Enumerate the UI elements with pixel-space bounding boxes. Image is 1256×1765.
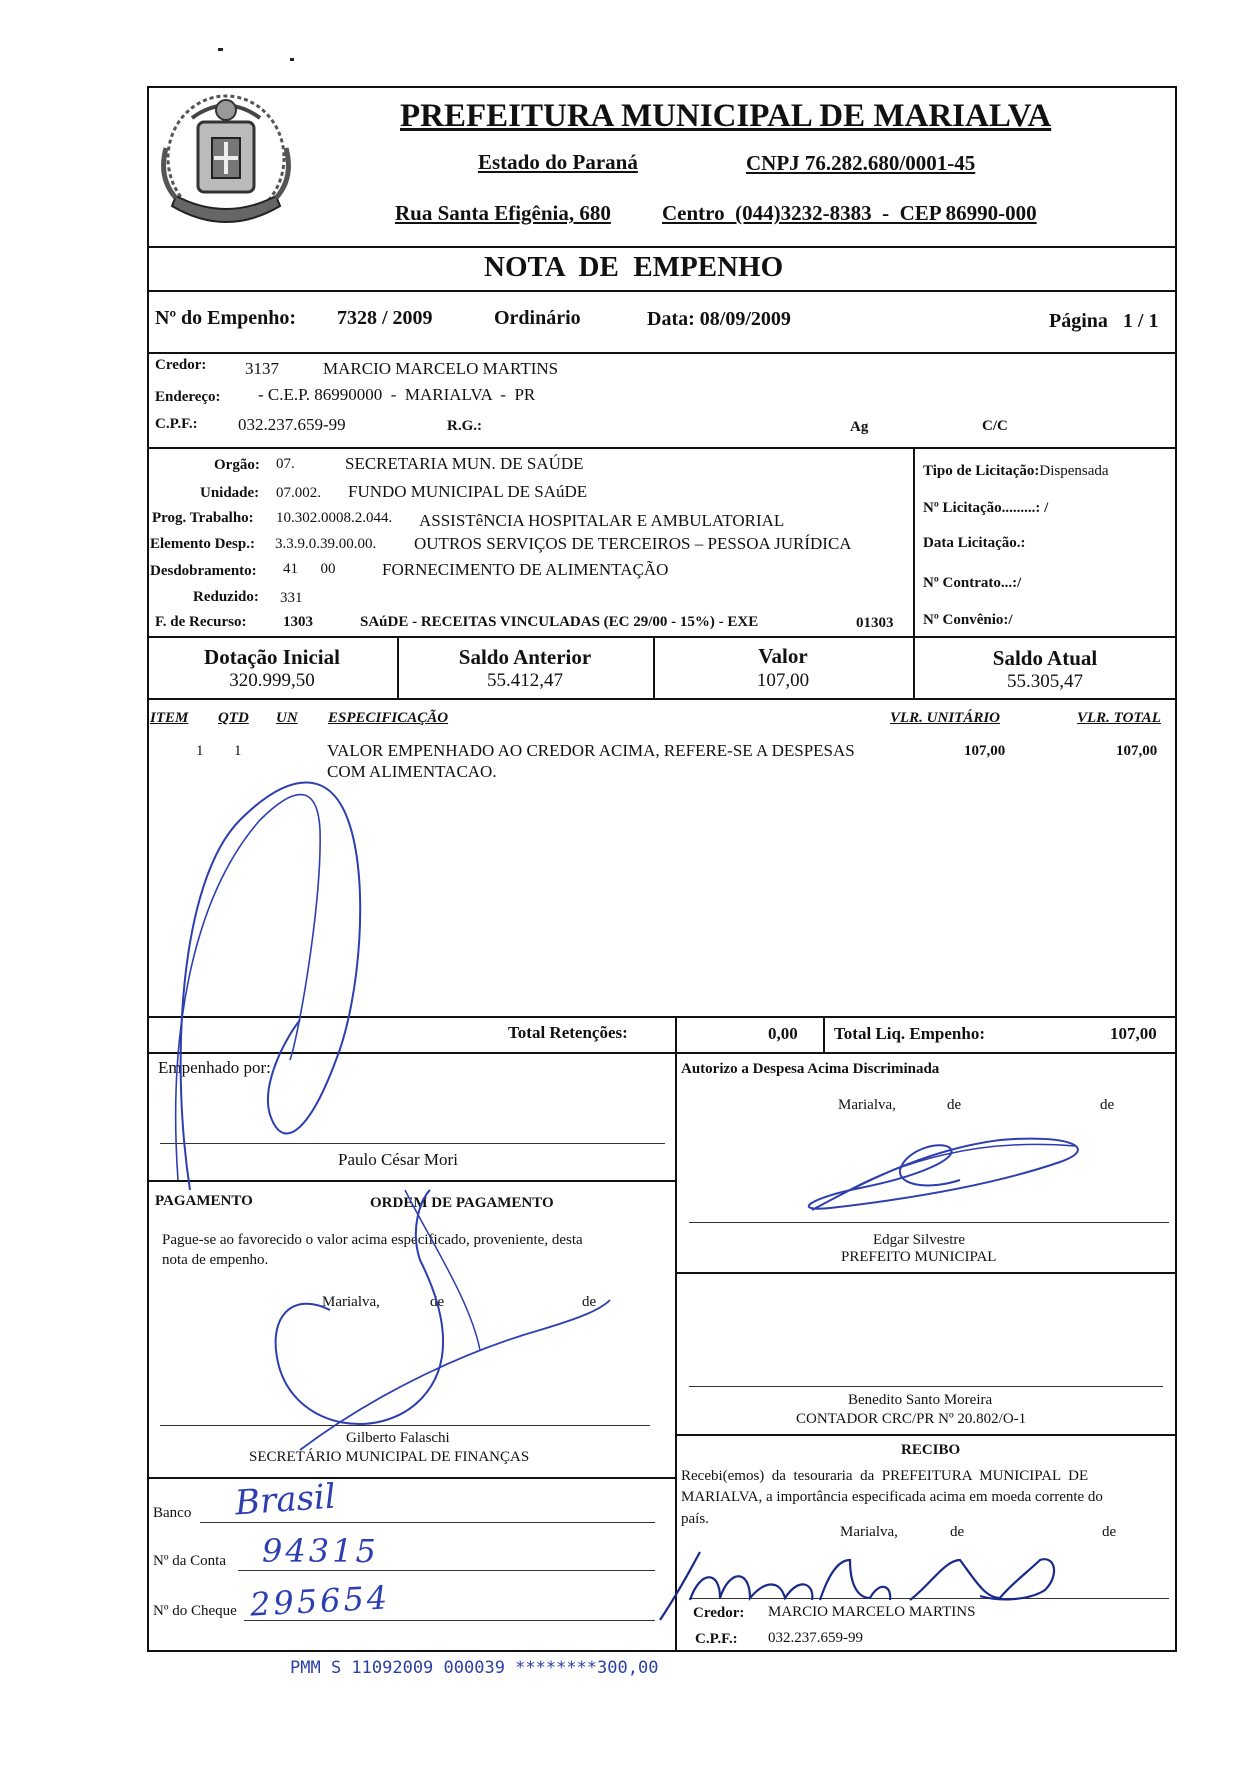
fonte-recurso-extra: 01303	[856, 615, 894, 631]
signature-line	[689, 1386, 1163, 1387]
col-vlr-total: VLR. TOTAL	[1077, 710, 1161, 726]
cc-label: C/C	[982, 418, 1008, 434]
item-number: 1	[196, 743, 204, 759]
divider	[675, 1016, 677, 1052]
divider	[675, 1272, 1177, 1274]
col-un: UN	[276, 710, 298, 726]
page-number: Página 1 / 1	[1049, 310, 1159, 332]
autorizo-signer-name: Edgar Silvestre	[873, 1232, 966, 1248]
contact-info: Centro (044)3232-8383 - CEP 86990-000	[662, 201, 1037, 225]
pagamento-place: Marialva,	[322, 1294, 380, 1310]
recibo-text-line3: país.	[681, 1511, 709, 1527]
conta-line	[238, 1570, 655, 1571]
banco-handwritten: Brasil	[233, 1476, 337, 1524]
item-qtd: 1	[234, 743, 242, 759]
total-retencoes-label: Total Retenções:	[508, 1023, 628, 1042]
divider	[147, 1016, 1177, 1018]
cnpj: CNPJ 76.282.680/0001-45	[746, 151, 976, 175]
municipal-coat-of-arms-icon	[152, 88, 300, 238]
credor-cpf: 032.237.659-99	[238, 415, 346, 434]
unidade-label: Unidade:	[200, 485, 260, 501]
pagamento-de2: de	[582, 1294, 597, 1310]
contador-role: CONTADOR CRC/PR Nº 20.802/O-1	[796, 1411, 1027, 1427]
reduzido-label: Reduzido:	[193, 589, 259, 605]
saldo-anterior-value: 55.412,47	[487, 670, 563, 691]
divider	[823, 1016, 825, 1052]
dotacao-inicial-value: 320.999,50	[229, 670, 315, 691]
divider	[675, 1434, 1177, 1436]
recibo-cpf-label: C.P.F.:	[695, 1631, 738, 1647]
empenho-number-label: Nº do Empenho:	[155, 307, 297, 329]
signature-line	[689, 1598, 1169, 1599]
cpf-label: C.P.F.:	[155, 416, 198, 432]
autorizo-signer-role: PREFEITO MUNICIPAL	[841, 1249, 997, 1265]
item-spec-line1: VALOR EMPENHADO AO CREDOR ACIMA, REFERE-SE A DESPESAS	[327, 741, 855, 760]
numero-licitacao: Nº Licitação.........: /	[923, 500, 1049, 516]
conta-handwritten: 94315	[262, 1532, 379, 1570]
valor-value: 107,00	[756, 670, 810, 691]
recibo-text-line2: MARIALVA, a importância especificada acima em moeda corrente do	[681, 1489, 1103, 1505]
numero-contrato: Nº Contrato...:/	[923, 575, 1022, 591]
recibo-place: Marialva,	[840, 1524, 898, 1540]
ag-label: Ag	[850, 419, 869, 435]
prog-trabalho-label: Prog. Trabalho:	[152, 510, 254, 526]
conta-label: Nº da Conta	[153, 1553, 226, 1569]
saldo-anterior-label: Saldo Anterior	[458, 645, 592, 669]
orgao-code: 07.	[276, 456, 295, 472]
scan-speck	[218, 48, 223, 51]
empenho-number: 7328 / 2009	[337, 307, 433, 329]
data-licitacao: Data Licitação.:	[923, 535, 1026, 551]
pagamento-signer-name: Gilberto Falaschi	[346, 1430, 450, 1446]
divider	[913, 447, 915, 636]
desdobramento-label: Desdobramento:	[150, 563, 257, 579]
col-qtd: QTD	[218, 710, 249, 726]
autorizo-place: Marialva,	[838, 1097, 896, 1113]
recibo-de2: de	[1102, 1524, 1117, 1540]
unidade-code: 07.002.	[276, 485, 321, 501]
col-vlr-unitario: VLR. UNITÁRIO	[890, 710, 1001, 726]
prog-trabalho-desc: ASSISTêNCIA HOSPITALAR E AMBULATORIAL	[419, 511, 785, 530]
empenho-type: Ordinário	[494, 307, 581, 329]
item-spec-line2: COM ALIMENTACAO.	[327, 762, 497, 781]
valor-label: Valor	[758, 644, 808, 668]
rg-label: R.G.:	[447, 418, 482, 434]
orgao-label: Orgão:	[214, 457, 260, 473]
autorizo-de1: de	[947, 1097, 962, 1113]
scan-speck	[290, 58, 294, 61]
elemento-desp-desc: OUTROS SERVIÇOS DE TERCEIROS – PESSOA JURÍDICA	[414, 534, 852, 553]
divider	[147, 1477, 675, 1479]
credor-code: 3137	[245, 359, 279, 378]
unidade-desc: FUNDO MUNICIPAL DE SAúDE	[348, 482, 588, 501]
total-liq-value: 107,00	[1110, 1024, 1157, 1043]
pagamento-de1: de	[430, 1294, 445, 1310]
page-title: PREFEITURA MUNICIPAL DE MARIALVA	[400, 98, 1052, 134]
empenhado-label: Empenhado por:	[158, 1058, 271, 1077]
empenhado-name: Paulo César Mori	[338, 1150, 458, 1169]
banco-line	[200, 1522, 655, 1523]
tipo-licitacao: Tipo de Licitação:Dispensada	[923, 463, 1109, 479]
recibo-credor-name: MARCIO MARCELO MARTINS	[768, 1604, 976, 1620]
divider	[147, 1052, 1177, 1054]
recibo-cpf: 032.237.659-99	[768, 1630, 863, 1646]
machine-stamp: PMM S 11092009 000039 ********300,00	[290, 1658, 659, 1678]
col-item: ITEM	[150, 710, 189, 726]
fonte-recurso-desc: SAúDE - RECEITAS VINCULADAS (EC 29/00 - 15%) - EXE	[360, 614, 759, 630]
reduzido-code: 331	[280, 590, 303, 606]
credor-label: Credor:	[155, 357, 207, 373]
cheque-handwritten: 295654	[249, 1578, 392, 1624]
divider	[147, 352, 1177, 354]
autorizo-title: Autorizo a Despesa Acima Discriminada	[681, 1061, 940, 1077]
endereco-label: Endereço:	[155, 389, 221, 405]
cheque-label: Nº do Cheque	[153, 1603, 237, 1619]
total-retencoes-value: 0,00	[768, 1024, 798, 1043]
item-unit-value: 107,00	[964, 743, 1006, 759]
signature-line	[160, 1143, 665, 1144]
divider	[147, 290, 1177, 292]
signature-line	[689, 1222, 1169, 1223]
pagamento-text-line2: nota de empenho.	[162, 1252, 269, 1268]
banco-label: Banco	[153, 1505, 192, 1521]
recibo-credor-label: Credor:	[693, 1605, 745, 1621]
pagamento-signer-role: SECRETÁRIO MUNICIPAL DE FINANÇAS	[249, 1449, 530, 1465]
credor-name: MARCIO MARCELO MARTINS	[323, 359, 559, 378]
recibo-text-line1: Recebi(emos) da tesouraria da PREFEITURA MUNICIPAL DE	[681, 1468, 1089, 1484]
contador-name: Benedito Santo Moreira	[848, 1392, 993, 1408]
signature-line	[160, 1425, 650, 1426]
autorizo-de2: de	[1100, 1097, 1115, 1113]
ordem-pagamento-label: ORDEM DE PAGAMENTO	[370, 1195, 554, 1211]
divider	[147, 636, 1177, 638]
numero-convenio: Nº Convênio:/	[923, 612, 1013, 628]
recibo-title: RECIBO	[901, 1442, 961, 1458]
pagamento-text-line1: Pague-se ao favorecido o valor acima especificado, proveniente, desta	[162, 1232, 583, 1248]
prog-trabalho-code: 10.302.0008.2.044.	[276, 510, 393, 526]
divider	[147, 447, 1177, 449]
divider	[147, 246, 1177, 248]
saldo-atual-label: Saldo Atual	[992, 646, 1098, 670]
fonte-recurso-code: 1303	[283, 614, 313, 630]
desdobramento-desc: FORNECIMENTO DE ALIMENTAÇÃO	[382, 560, 669, 579]
street-address: Rua Santa Efigênia, 680	[395, 201, 611, 225]
divider	[147, 698, 1177, 700]
elemento-desp-label: Elemento Desp.:	[150, 536, 255, 552]
empenho-date: Data: 08/09/2009	[647, 308, 791, 330]
dotacao-inicial-label: Dotação Inicial	[204, 645, 340, 669]
elemento-desp-code: 3.3.9.0.39.00.00.	[275, 536, 377, 552]
divider	[675, 1052, 677, 1652]
document-title: NOTA DE EMPENHO	[484, 251, 784, 283]
fonte-recurso-label: F. de Recurso:	[155, 614, 247, 630]
orgao-desc: SECRETARIA MUN. DE SAÚDE	[345, 454, 584, 473]
total-liq-label: Total Liq. Empenho:	[834, 1024, 985, 1043]
col-especificacao: ESPECIFICAÇÃO	[328, 710, 449, 726]
credor-address: - C.E.P. 86990000 - MARIALVA - PR	[258, 385, 536, 404]
pagamento-label: PAGAMENTO	[155, 1193, 253, 1209]
item-total-value: 107,00	[1116, 743, 1158, 759]
state-name: Estado do Paraná	[478, 150, 638, 174]
desdobramento-code: 41 00	[283, 561, 336, 577]
divider	[147, 1180, 675, 1182]
recibo-de1: de	[950, 1524, 965, 1540]
saldo-atual-value: 55.305,47	[1007, 671, 1083, 692]
